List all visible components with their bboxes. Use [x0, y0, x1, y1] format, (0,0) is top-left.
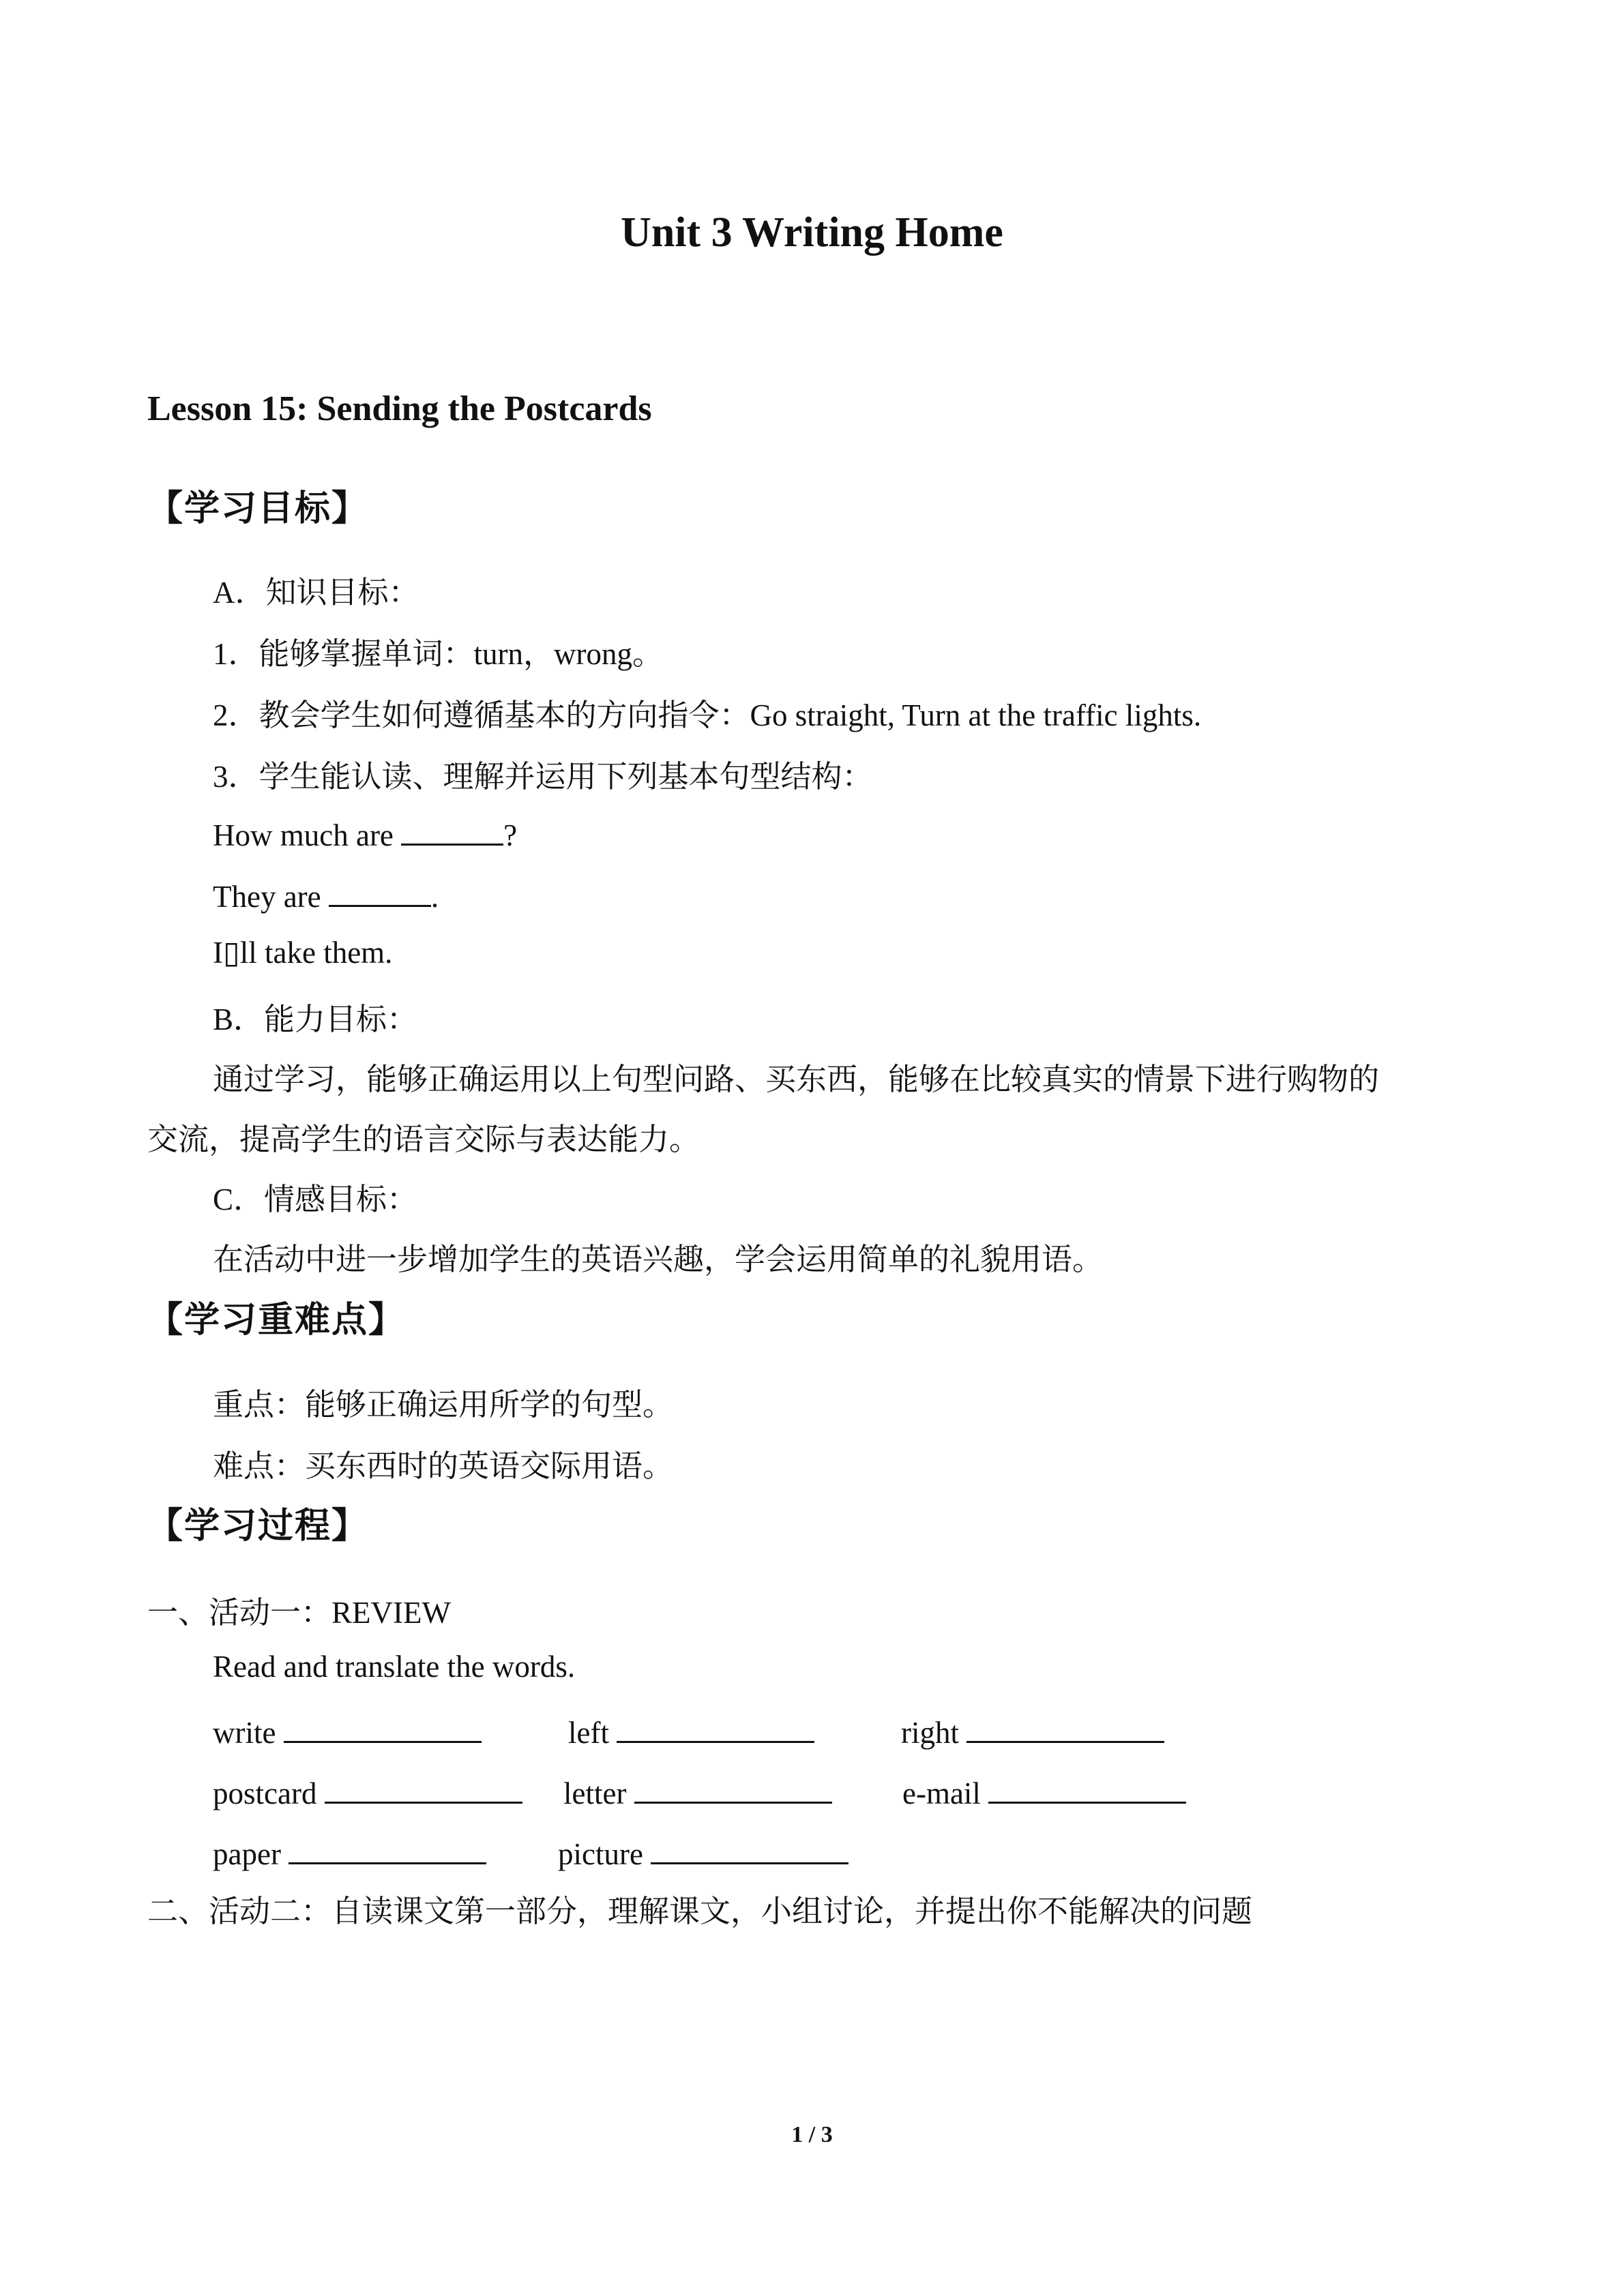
activity-1-instruction: Read and translate the words. — [213, 1650, 576, 1684]
fill-blank — [634, 1771, 832, 1804]
activity-1-heading: 一、活动一：REVIEW — [147, 1596, 451, 1630]
word-item — [901, 1710, 1164, 1750]
fill-blank — [325, 1771, 522, 1804]
word-item — [558, 1832, 848, 1872]
fill-blank — [988, 1771, 1186, 1804]
knowledge-objective-heading: A．知识目标： — [213, 576, 419, 610]
word-label: right — [901, 1716, 959, 1750]
page-number: 1 / 3 — [791, 2122, 833, 2147]
objective-item-1: 1．能够掌握单词：turn，wrong。 — [213, 637, 663, 671]
sentence-pattern-1 — [213, 813, 517, 853]
objective-item-3: 3．学生能认读、理解并运用下列基本句型结构： — [213, 760, 873, 794]
word-label: paper — [213, 1837, 281, 1871]
word-label: e-mail — [902, 1776, 981, 1810]
word-item — [568, 1710, 814, 1750]
key-focus: 重点：能够正确运用所学的句型。 — [213, 1388, 674, 1422]
activity-2-heading: 二、活动二：自读课文第一部分，理解课文，小组讨论，并提出你不能解决的问题 — [147, 1894, 1253, 1928]
ability-objective-text-2: 交流，提高学生的语言交际与表达能力。 — [147, 1122, 700, 1157]
emotion-objective-heading: C．情感目标： — [213, 1182, 418, 1217]
lesson-heading: Lesson 15: Sending the Postcards — [147, 389, 652, 428]
section-process: 【学习过程】 — [147, 1507, 369, 1546]
objective-item-2: 2．教会学生如何遵循基本的方向指令：Go straight, Turn at the traffic lights. — [213, 698, 1202, 732]
sentence-pattern-2-text: They are — [213, 880, 329, 914]
fill-blank — [617, 1710, 814, 1743]
document-title: Unit 3 Writing Home — [621, 209, 1003, 256]
sentence-pattern-3: I▯ll take them. — [213, 936, 393, 970]
fill-blank — [329, 874, 431, 907]
sentence-pattern-2 — [213, 874, 439, 914]
fill-blank — [284, 1710, 482, 1743]
fill-blank — [289, 1832, 486, 1864]
ability-objective-text-1: 通过学习，能够正确运用以上句型问路、买东西，能够在比较真实的情景下进行购物的 — [213, 1062, 1380, 1097]
word-label: left — [568, 1716, 609, 1750]
word-item — [563, 1771, 832, 1811]
word-label: picture — [558, 1837, 643, 1871]
word-label: write — [213, 1716, 276, 1750]
ability-objective-heading: B．能力目标： — [213, 1002, 418, 1037]
section-key-points: 【学习重难点】 — [147, 1301, 406, 1340]
fill-blank — [651, 1832, 848, 1864]
sentence-pattern-1-text: How much are — [213, 818, 402, 852]
word-item — [902, 1771, 1186, 1811]
section-objectives: 【学习目标】 — [147, 490, 369, 528]
sentence-pattern-2-end: . — [430, 880, 439, 914]
key-difficulty: 难点：买东西时的英语交际用语。 — [213, 1449, 674, 1483]
word-label: postcard — [213, 1776, 317, 1810]
fill-blank — [966, 1710, 1164, 1743]
fill-blank — [401, 813, 503, 846]
emotion-objective-text: 在活动中进一步增加学生的英语兴趣，学会运用简单的礼貌用语。 — [213, 1242, 1104, 1277]
word-item — [213, 1832, 486, 1872]
word-item — [213, 1771, 522, 1811]
word-item — [213, 1710, 482, 1750]
word-label: letter — [563, 1776, 627, 1810]
sentence-pattern-1-end: ? — [503, 818, 518, 852]
